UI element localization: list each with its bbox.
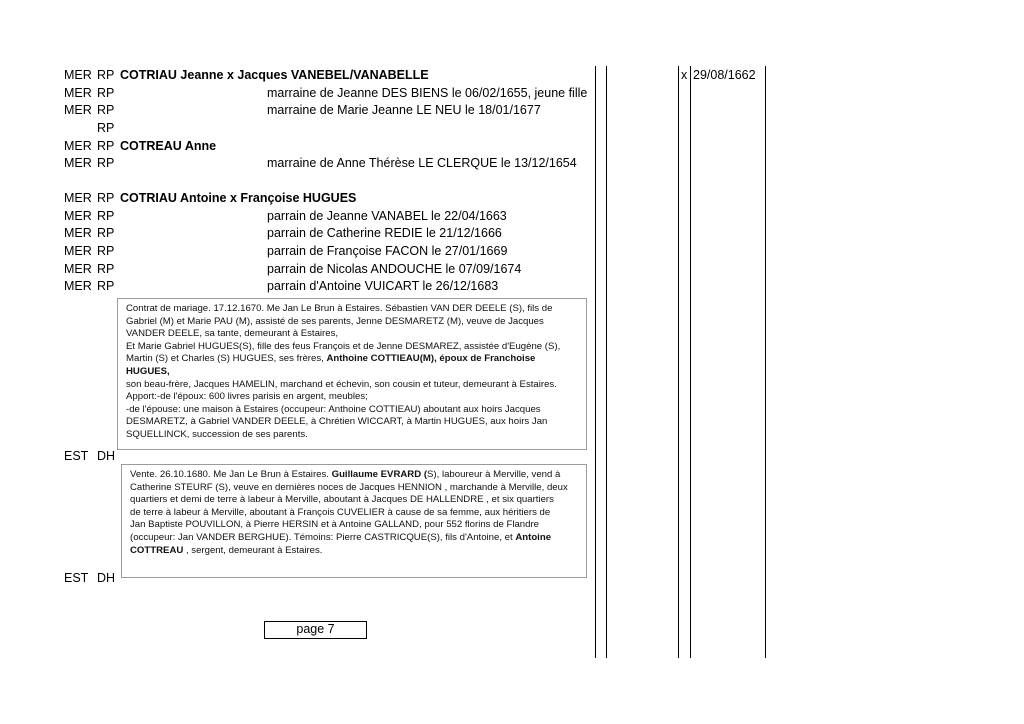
note-line: VANDER DEELE, sa tante, demeurant à Estaires, [126, 328, 339, 340]
type-cell: RP [97, 209, 115, 223]
source-cell: MER [64, 86, 92, 100]
event-detail: parrain d'Antoine VUICART le 26/12/1683 [267, 279, 499, 293]
note-highlight: COTTREAU [130, 544, 184, 556]
marriage-mark: x [681, 68, 688, 82]
event-detail: parrain de Françoise FACON le 27/01/1669 [267, 244, 508, 258]
note-line: -de l'épouse: une maison à Estaires (occupeur: Anthoine COTTIEAU) aboutant aux hoirs Jacques [126, 403, 541, 415]
event-detail: marraine de Jeanne DES BIENS le 06/02/1655, jeune fille [267, 86, 588, 100]
note-highlight: Guillaume EVRARD ( [331, 469, 428, 480]
type-cell: DH [97, 571, 116, 585]
note-line: DESMARETZ, à Gabriel VANDER DEELE, à Chrétien WICCART, à Martin HUGUES, aux hoirs Jan [126, 416, 548, 428]
source-cell: MER [64, 279, 92, 293]
note-line: Contrat de mariage. 17.12.1670. Me Jan Le Brun à Estaires. Sébastien VAN DER DEELE (S), fils de [126, 303, 553, 314]
note-line [130, 532, 578, 545]
note-line: Apport:-de l'époux: 600 livres parisis en argent, meubles; [126, 391, 368, 403]
type-cell: RP [97, 139, 115, 153]
note-text: Vente. 26.10.1680. Me Jan Le Brun à Estaires. [130, 469, 332, 480]
note-highlight: Antoine [515, 531, 552, 543]
marriage-contract-note [117, 298, 587, 450]
note-line [126, 353, 578, 378]
note-line: quartiers et demi de terre à labeur à Merville, aboutant à Jacques DE HALLENDRE , et six quartiers [130, 494, 554, 506]
source-cell: MER [64, 191, 92, 205]
source-cell: MER [64, 262, 92, 276]
person-name: COTRIAU Jeanne x Jacques VANEBEL/VANABELLE [120, 68, 429, 82]
marriage-date: 29/08/1662 [693, 68, 756, 82]
note-line: de terre à labeur à Merville, aboutant à François CUVELIER à cause de sa femme, aux héritiers de [130, 506, 551, 518]
type-cell: RP [97, 244, 115, 258]
event-detail: parrain de Jeanne VANABEL le 22/04/1663 [267, 209, 507, 223]
column-rule [678, 66, 679, 658]
type-cell: RP [97, 279, 115, 293]
note-text: S), laboureur à Merville, vend à [427, 469, 561, 480]
note-line: Jan Baptiste POUVILLON, à Pierre HERSIN et à Antoine GALLAND, pour 552 florins de Flandre [130, 519, 540, 531]
source-cell: MER [64, 139, 92, 153]
type-cell: RP [97, 121, 115, 135]
source-cell: MER [64, 156, 92, 170]
source-cell: MER [64, 244, 92, 258]
column-rule [765, 66, 766, 658]
note-line: SQUELLINCK, succession de ses parents. [126, 428, 308, 440]
source-cell: EST [64, 571, 89, 585]
type-cell: RP [97, 226, 115, 240]
note-line: son beau-frère, Jacques HAMELIN, marchand et échevin, son cousin et tuteur, demeurant à Estaires. [126, 378, 557, 390]
page-number: page 7 [264, 621, 367, 639]
note-text: , sergent, demeurant à Estaires. [183, 544, 323, 556]
note-line: Catherine STEURF (S), veuve en dernières noces de Jacques HENNION , marchande à Merville, deux [130, 481, 568, 493]
event-detail: marraine de Marie Jeanne LE NEU le 18/01/1677 [267, 103, 541, 117]
source-cell: MER [64, 209, 92, 223]
source-cell: MER [64, 68, 92, 82]
note-line: Gabriel (M) et Marie PAU (M), assisté de ses parents, Jenne DESMARETZ (M), veuve de Jacques [126, 315, 544, 327]
note-line: Et Marie Gabriel HUGUES(S), fille des feus François et de Jenne DESMAREZ, assistée d'Eugène (S), [126, 340, 561, 352]
source-cell: EST [64, 449, 89, 463]
note-line [130, 545, 578, 558]
event-detail: parrain de Nicolas ANDOUCHE le 07/09/1674 [267, 262, 522, 276]
type-cell: RP [97, 156, 115, 170]
source-cell: MER [64, 103, 92, 117]
type-cell: RP [97, 86, 115, 100]
source-cell: MER [64, 226, 92, 240]
type-cell: DH [97, 449, 116, 463]
person-name: COTRIAU Antoine x Françoise HUGUES [120, 191, 357, 205]
type-cell: RP [97, 103, 115, 117]
type-cell: RP [97, 262, 115, 276]
note-text: (occupeur: Jan VANDER BERGHUE). Témoins: Pierre CASTRICQUE(S), fils d'Antoine, et [130, 531, 516, 543]
note-text: Martin (S) et Charles (S) HUGUES, ses frères, [126, 353, 327, 365]
column-rule [595, 66, 596, 658]
note-highlight: Anthoine COTTIEAU(M), époux de Franchoise HUGUES, [126, 353, 536, 377]
sale-note [121, 464, 587, 578]
event-detail: marraine de Anne Thérèse LE CLERQUE le 13/12/1654 [267, 156, 577, 170]
event-detail: parrain de Catherine REDIE le 21/12/1666 [267, 226, 502, 240]
person-name: COTREAU Anne [120, 139, 217, 153]
note-line [130, 469, 578, 482]
type-cell: RP [97, 68, 115, 82]
type-cell: RP [97, 191, 115, 205]
column-rule [690, 66, 691, 658]
column-rule [606, 66, 607, 658]
